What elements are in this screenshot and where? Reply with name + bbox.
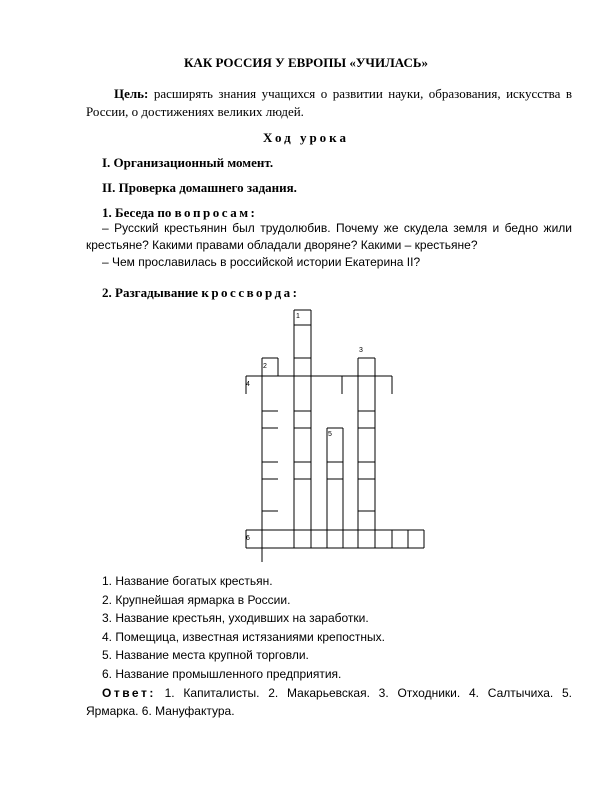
page-title: КАК РОССИЯ У ЕВРОПЫ «УЧИЛАСЬ» <box>184 55 428 70</box>
crossword-word-2 <box>262 358 278 562</box>
crossword-answer <box>86 684 572 720</box>
clue-item: 6. Название промышленного предприятия. <box>102 666 342 681</box>
crossword-number-6: 6 <box>246 535 250 542</box>
clue-item: 5. Название места крупной торговли. <box>102 648 309 662</box>
crossword-number-1: 1 <box>296 313 300 320</box>
answer-text: 1. Капиталисты. 2. Макарьевская. 3. Отходники. 4. Салтычиха. 5. Ярмарка. 6. Мануфактура. <box>86 686 572 718</box>
crossword-word-1 <box>294 310 311 548</box>
course-heading: Ход урока <box>263 130 349 145</box>
goal-label: Цель: <box>114 86 149 101</box>
quiz-question-1: – Русский крестьянин был трудолюбив. Почему же скудела земля и бедно жили крестьяне? Какими правами обладали дворяне? Какими – крестьяне? <box>86 221 572 252</box>
subsection-crossword-lead: 2. Разгадывание <box>102 285 202 300</box>
subsection-conversation-spaced: вопросам: <box>174 205 258 220</box>
section-homework-check: II. Проверка домашнего задания. <box>102 180 297 195</box>
crossword-word-5 <box>327 428 343 548</box>
clue-item: 3. Название крестьян, уходивших на заработки. <box>102 611 369 625</box>
clue-item: 4. Помещица, известная истязаниями крепостных. <box>102 629 385 644</box>
quiz-questions <box>86 220 572 271</box>
lesson-goal <box>86 85 572 121</box>
answer-label: Ответ: <box>102 686 156 700</box>
section-organizational: I. Организационный момент. <box>102 155 274 170</box>
crossword-word-4 <box>246 376 392 394</box>
subsection-conversation-lead: 1. Беседа по <box>102 205 175 220</box>
clue-item: 1. Название богатых крестьян. <box>102 574 273 588</box>
crossword-number-2: 2 <box>263 363 267 370</box>
subsection-conversation <box>102 205 257 221</box>
crossword-number-5: 5 <box>328 431 332 438</box>
subsection-crossword-spaced: кроссворда: <box>201 285 300 300</box>
crossword-word-6 <box>246 530 424 548</box>
crossword-clues <box>102 572 572 683</box>
crossword-number-3: 3 <box>359 347 363 354</box>
goal-text: расширять знания учащихся о развитии науки, образования, искусства в России, о достижениях великих людей. <box>86 86 572 119</box>
quiz-question-2: – Чем прославилась в российской истории Екатерина II? <box>102 255 421 269</box>
subsection-crossword <box>102 285 299 301</box>
crossword-number-4: 4 <box>246 381 250 388</box>
crossword-word-3 <box>358 358 375 548</box>
clue-item: 2. Крупнейшая ярмарка в России. <box>102 592 291 607</box>
